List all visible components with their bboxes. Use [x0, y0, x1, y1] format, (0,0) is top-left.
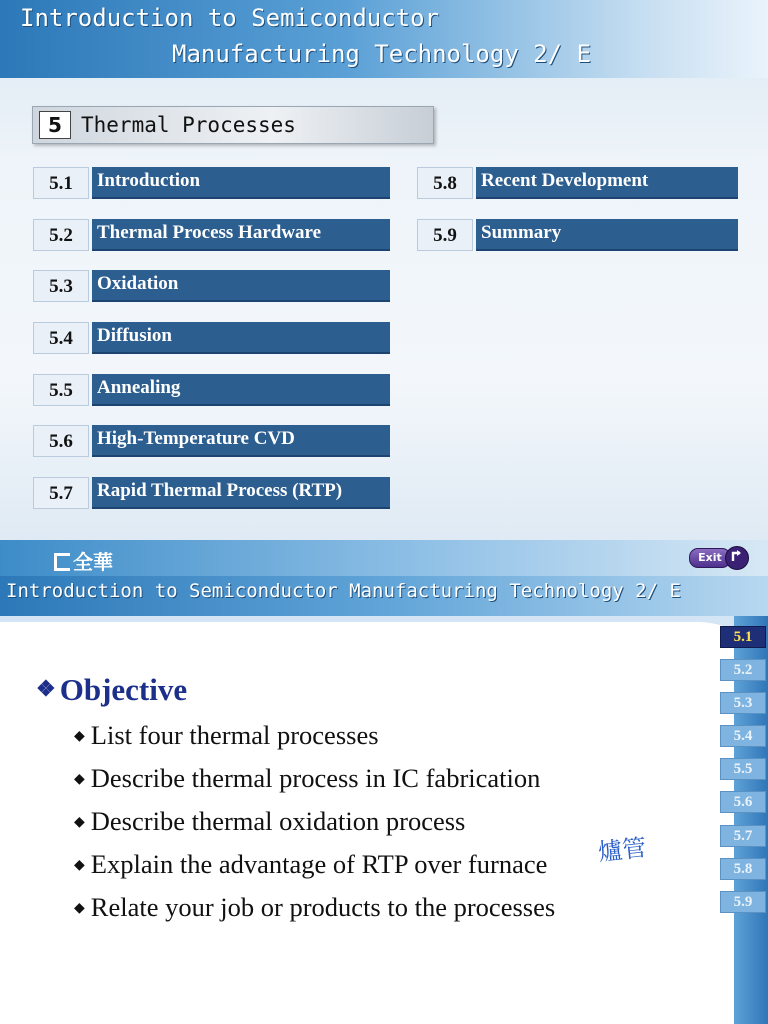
menu-item-5-1[interactable] [33, 167, 390, 199]
header-title-line-2: Manufacturing Technology 2/ E [172, 40, 592, 68]
menu-item-label: Annealing [92, 374, 390, 406]
exit-button[interactable] [689, 545, 749, 569]
menu-item-5-5[interactable] [33, 374, 390, 406]
menu-item-number: 5.3 [33, 270, 89, 302]
bullet-item [74, 720, 379, 751]
bullet-item [74, 892, 555, 923]
menu-item-number: 5.4 [33, 322, 89, 354]
four-diamond-icon: ❖ [36, 676, 56, 701]
logo-mark-icon [54, 553, 70, 571]
menu-item-number: 5.9 [417, 219, 473, 251]
menu-item-number: 5.7 [33, 477, 89, 509]
header-title-line-1: Introduction to Semiconductor [20, 4, 440, 32]
menu-item-label: High-Temperature CVD [92, 425, 390, 457]
header-title: Introduction to Semiconductor Manufacturing Technology 2/ E [6, 580, 681, 602]
diamond-bullet-icon: ◆ [74, 901, 85, 916]
chapter-title-bar [32, 106, 434, 144]
diamond-bullet-icon: ◆ [74, 815, 85, 830]
logo-text: 全華 [73, 550, 113, 574]
nav-item-5-1[interactable]: 5.1 [720, 626, 766, 648]
menu-item-5-7[interactable] [33, 477, 390, 509]
menu-item-5-9[interactable] [417, 219, 738, 251]
nav-item-5-7[interactable]: 5.7 [720, 825, 766, 847]
menu-item-label: Recent Development [476, 167, 738, 199]
menu-item-number: 5.5 [33, 374, 89, 406]
menu-item-label: Introduction [92, 167, 390, 199]
diamond-bullet-icon: ◆ [74, 729, 85, 744]
publisher-logo [54, 546, 113, 575]
slide-header-banner [0, 576, 768, 616]
bullet-text: Explain the advantage of RTP over furnace [90, 849, 548, 879]
bullet-item [74, 763, 540, 794]
nav-item-5-4[interactable]: 5.4 [720, 725, 766, 747]
diamond-bullet-icon: ◆ [74, 858, 85, 873]
bullet-text: Describe thermal process in IC fabrication [90, 763, 541, 793]
menu-item-5-6[interactable] [33, 425, 390, 457]
menu-item-number: 5.1 [33, 167, 89, 199]
menu-item-number: 5.2 [33, 219, 89, 251]
bullet-item [74, 806, 465, 837]
objective-slide [0, 540, 768, 1024]
nav-item-5-5[interactable]: 5.5 [720, 758, 766, 780]
bullet-text: Relate your job or products to the processes [90, 892, 556, 922]
menu-item-number: 5.8 [417, 167, 473, 199]
chapter-number: 5 [39, 111, 71, 139]
nav-item-5-8[interactable]: 5.8 [720, 858, 766, 880]
menu-item-5-3[interactable] [33, 270, 390, 302]
nav-item-5-6[interactable]: 5.6 [720, 791, 766, 813]
nav-item-5-2[interactable]: 5.2 [720, 659, 766, 681]
menu-item-label: Summary [476, 219, 738, 251]
slide-header-banner [0, 0, 768, 78]
diamond-bullet-icon: ◆ [74, 772, 85, 787]
handwritten-note: 爐管 [597, 835, 648, 867]
objective-heading-text: Objective [59, 672, 188, 707]
bullet-text: List four thermal processes [90, 720, 379, 750]
menu-item-5-4[interactable] [33, 322, 390, 354]
nav-item-5-9[interactable]: 5.9 [720, 891, 766, 913]
menu-item-number: 5.6 [33, 425, 89, 457]
exit-arrow-icon [725, 546, 749, 570]
bullet-item [74, 849, 547, 880]
nav-item-5-3[interactable]: 5.3 [720, 692, 766, 714]
bullet-text: Describe thermal oxidation process [90, 806, 466, 836]
menu-item-5-2[interactable] [33, 219, 390, 251]
menu-item-5-8[interactable] [417, 167, 738, 199]
menu-item-label: Thermal Process Hardware [92, 219, 390, 251]
menu-item-label: Diffusion [92, 322, 390, 354]
menu-item-label: Rapid Thermal Process (RTP) [92, 477, 390, 509]
objective-heading [36, 672, 187, 708]
slide-footer [0, 540, 768, 576]
menu-item-label: Oxidation [92, 270, 390, 302]
chapter-title: Thermal Processes [81, 113, 296, 137]
exit-label: Exit [689, 548, 731, 568]
